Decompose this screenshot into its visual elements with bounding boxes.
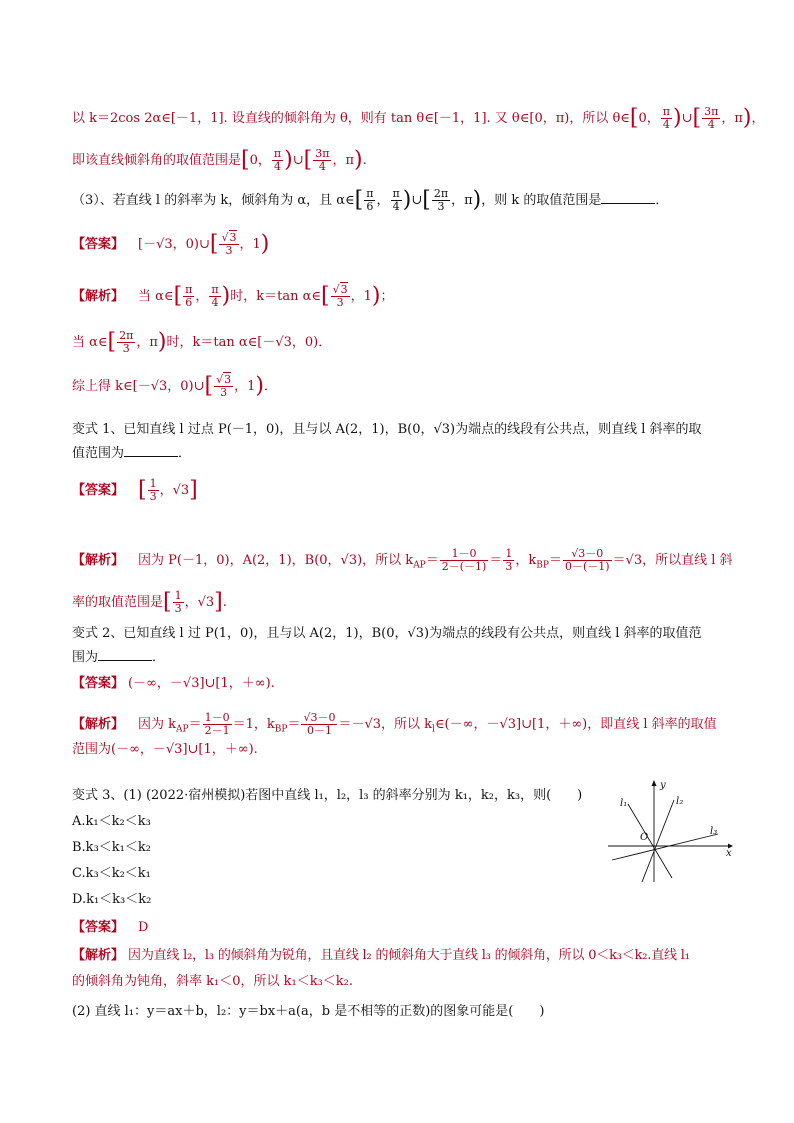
union-symbol: ∪ xyxy=(681,111,693,126)
analysis-text: 当 α∈ xyxy=(138,289,174,304)
fraction-pi-6 xyxy=(183,284,194,309)
fraction-kbp xyxy=(301,712,337,737)
answer-tail: ，√3 xyxy=(159,483,190,498)
frac-num: √3 xyxy=(216,373,232,386)
answer-tag: 【答案】 xyxy=(72,483,125,498)
frac-num: 1 xyxy=(174,589,182,602)
analysis-tag: 【解析】 xyxy=(72,717,125,732)
variant-1-answer: 【答案】 [ $\frac{1}{3}$ ，√3] xyxy=(72,477,198,503)
analysis-text: 的倾斜角为钝角，斜率 k₁＜0，所以 k₁＜k₃＜k₂. xyxy=(72,974,354,989)
q3-analysis-2: 当 α∈[ $\frac{2\pi}{3}$ ，π)时，k＝tan α∈[－√3，0)． xyxy=(72,329,332,355)
analysis-tag: 【解析】 xyxy=(72,948,125,963)
variant-2-answer xyxy=(72,674,734,694)
q3-summary: 综上得 k∈[－√3，0)∪[ $\frac{√3}{3}$ ，1)． xyxy=(72,373,277,399)
union-symbol: ∪ xyxy=(292,153,304,168)
analysis-text: ，√3 xyxy=(184,595,215,610)
l3-label: l₃ xyxy=(710,826,718,837)
analysis-text: 范围为(－∞，－√3]∪[1，＋∞). xyxy=(72,742,258,757)
question-text: 围为 xyxy=(72,650,99,665)
answer-tag: 【答案】 xyxy=(72,920,125,935)
origin-label: O xyxy=(640,832,649,843)
interval-start: 0， xyxy=(638,111,660,126)
subscript: AP xyxy=(176,724,189,735)
frac-den: 4 xyxy=(662,118,670,131)
sqrt-arg: 3 xyxy=(224,373,232,386)
frac-num: π xyxy=(662,105,671,118)
subscript: BP xyxy=(536,560,549,571)
variant-3-question xyxy=(72,786,583,806)
frac-num: √3－0 xyxy=(303,711,336,724)
punct: ． xyxy=(263,379,277,394)
fraction-sqrt3-3 xyxy=(219,232,238,257)
question-3: （3）、若直线 l 的斜率为 k，倾斜角为 α，且 α∈[ $\frac{\pi}{6}$ ， $\frac{\pi}{4}$ )∪[ $\frac{2\pi}{3}$ ，π)，则 k 的取值范围是 ． xyxy=(72,187,669,213)
q3-analysis-1: 【解析】 当 α∈[ $\frac{\pi}{6}$ ， $\frac{\pi}{4}$ )时，k＝tan α∈[ $\frac{√3}{3}$ ，1)； xyxy=(72,283,394,309)
answer-text: (－∞，－√3]∪[1，＋∞). xyxy=(128,676,275,691)
frac-den: 0－(－1) xyxy=(564,560,610,573)
fraction-1-3 xyxy=(173,590,184,615)
answer-blank xyxy=(601,191,655,204)
interval-end: ，π xyxy=(332,153,354,168)
variant-2-analysis-1: 【解析】 因为 $k_{AP}=$ $\frac{1-0}{2-1}$ ＝1，$k_{BP}=$ $\frac{√3-0}{0-1}$ ＝－√3，所以 $k_l\in(-\infty$，－√3]∪[1，＋∞)，即直线 l 斜率的取值 xyxy=(72,711,717,737)
analysis-text: ，1 xyxy=(350,289,372,304)
prev-solution-line-1: 以 k＝2cos 2α∈[－1，1]. 设直线的倾斜角为 θ，则有 tan θ∈[－1，1]. 又 θ∈[0，π)，所以 θ∈[0， $\frac{\pi}{4}$ )∪[ $\frac{3\pi}{4}$ ，π)， xyxy=(72,105,765,131)
fraction-2pi-3 xyxy=(432,188,450,213)
frac-den: 3 xyxy=(174,602,182,615)
fraction-pi-4 xyxy=(272,148,283,173)
frac-den: 3 xyxy=(220,386,228,399)
lines-figure xyxy=(606,778,736,886)
fraction-kbp xyxy=(563,548,612,573)
analysis-tag: 【解析】 xyxy=(72,553,125,568)
variant-1-analysis-2: 率的取值范围是[ $\frac{1}{3}$ ，√3]. xyxy=(72,589,227,615)
y-axis-arrow xyxy=(652,780,657,786)
frac-num: 2π xyxy=(433,187,449,200)
prev-solution-text: 以 k＝2cos 2α∈[－1，1]. 设直线的倾斜角为 θ，则有 tan θ∈[－1，1]. 又 θ∈[0，π)，所以 θ∈ xyxy=(72,111,630,126)
frac-den: 4 xyxy=(392,200,400,213)
fraction-3pi-4 xyxy=(313,148,331,173)
variant-3-answer xyxy=(72,918,734,938)
frac-den: 2－(－1) xyxy=(441,560,487,573)
frac-num: 3π xyxy=(315,147,330,160)
frac-num: 3π xyxy=(704,105,719,118)
answer-text: D xyxy=(138,920,149,935)
line-l1 xyxy=(628,804,672,878)
question-text: 变式 1、已知直线 l 过点 P(－1，0)，且与以 A(2，1)，B(0，√3)为端点的线段有公共点，则直线 l 斜率的取 xyxy=(72,422,702,437)
analysis-text: 因为 k xyxy=(138,717,177,732)
frac-den: 3 xyxy=(122,342,130,355)
prev-solution-text: 即该直线倾斜角的取值范围是 xyxy=(72,153,242,168)
frac-num: π xyxy=(211,283,219,296)
variant-1-question-cont xyxy=(72,444,734,464)
frac-num: √3－0 xyxy=(563,548,612,561)
frac-den: 4 xyxy=(274,160,281,173)
frac-num: π xyxy=(185,283,193,296)
analysis-text: 综上得 k∈[－√3，0)∪ xyxy=(72,379,205,394)
analysis-text: ∈(－∞，－√3]∪[1，＋∞)，即直线 l 斜率的取值 xyxy=(434,717,717,732)
frac-num: √3 xyxy=(332,283,348,296)
interval-end: ，π xyxy=(721,111,743,126)
fraction-1-3 xyxy=(148,478,159,503)
fraction-1-3 xyxy=(503,548,514,573)
variant-1-question xyxy=(72,420,734,440)
q3-answer: 【答案】 [－√3，0)∪[ $\frac{√3}{3}$ ，1) xyxy=(72,231,270,257)
frac-num: π xyxy=(392,187,400,200)
variant-3-analysis-2 xyxy=(72,972,734,992)
frac-den: 0－1 xyxy=(306,724,332,737)
answer-tag: 【答案】 xyxy=(72,237,125,252)
l2-label: l₂ xyxy=(676,796,684,807)
frac-num: π xyxy=(273,147,282,160)
frac-num: √3 xyxy=(221,231,237,244)
analysis-text: ＝－√3，所以 k xyxy=(338,717,433,732)
frac-den: 2－1 xyxy=(204,724,230,737)
frac-den: 3 xyxy=(149,490,157,503)
sqrt-arg: 3 xyxy=(340,283,348,296)
answer-tag: 【答案】 xyxy=(72,676,125,691)
fraction-kap xyxy=(203,712,232,737)
analysis-tag: 【解析】 xyxy=(72,289,125,304)
variant-2-question-cont xyxy=(72,648,734,668)
frac-den: 3 xyxy=(437,200,445,213)
fraction-3pi-4 xyxy=(702,106,720,131)
fraction-pi-6 xyxy=(364,188,375,213)
option-text: C.k₃＜k₂＜k₁ xyxy=(72,866,151,881)
variant-3-analysis-1 xyxy=(72,946,734,966)
question-text: 变式 2、已知直线 l 过 P(1，0)，且与以 A(2，1)，B(0，√3)为端点的线段有公共点，则直线 l 斜率的取值范 xyxy=(72,626,702,641)
analysis-text: ，k xyxy=(515,553,537,568)
x-label: x xyxy=(726,848,732,859)
frac-num: π xyxy=(366,187,374,200)
subscript: l xyxy=(432,724,435,735)
answer-tail: ，1 xyxy=(239,237,261,252)
line-l3 xyxy=(612,834,718,860)
question-text: 变式 3、(1) (2022·宿州模拟)若图中直线 l₁，l₂，l₃ 的斜率分别为 k₁，k₂，k₃，则( ) xyxy=(72,788,583,803)
answer-blank xyxy=(98,648,152,661)
option-text: A.k₁＜k₂＜k₃ xyxy=(72,814,151,829)
analysis-text: ＝1，k xyxy=(232,717,275,732)
frac-den: 4 xyxy=(211,296,219,309)
question-text: （3）、若直线 l 的斜率为 k，倾斜角为 α，且 α∈ xyxy=(72,193,355,208)
question-text: (2) 直线 l₁：y＝ax＋b，l₂：y＝bx＋a(a，b 是不相等的正数)的图象可能是( ) xyxy=(72,1004,545,1019)
fraction-sqrt3-3 xyxy=(214,374,233,399)
option-text: B.k₃＜k₁＜k₂ xyxy=(72,840,151,855)
punct: ． xyxy=(152,650,166,665)
analysis-text: 时，k＝tan α∈ xyxy=(230,289,321,304)
fraction-kap xyxy=(440,548,489,573)
prev-solution-line-2: 即该直线倾斜角的取值范围是[0， $\frac{\pi}{4}$ )∪[ $\frac{3\pi}{4}$ ，π). xyxy=(72,147,367,173)
frac-den: 4 xyxy=(707,118,715,131)
frac-num: 1－0 xyxy=(440,548,489,561)
option-text: D.k₁＜k₃＜k₂ xyxy=(72,892,152,907)
answer-text: [－√3，0)∪ xyxy=(138,237,210,252)
fraction-sqrt3-3 xyxy=(331,284,350,309)
sqrt-arg: 3 xyxy=(229,231,237,244)
answer-blank xyxy=(124,444,178,457)
analysis-text: 时，k＝tan α∈[－√3，0)． xyxy=(166,335,332,350)
frac-den: 6 xyxy=(185,296,193,309)
fraction-pi-4 xyxy=(661,106,672,131)
interval-start: 0， xyxy=(249,153,271,168)
question-text: ，则 k 的取值范围是 xyxy=(481,193,602,208)
variant-1-analysis-1: 【解析】 因为 P(－1，0)，A(2，1)，B(0，√3)，所以 $k_{AP}=$ $\frac{1-0}{2-(-1)}$ ＝ $\frac{1}{3}$ ，$k_{BP}=$ $\frac{√3-0}{0-(-1)}$ ＝√3，所以直线 l 斜 xyxy=(72,547,733,573)
frac-num: 1 xyxy=(149,477,157,490)
fraction-2pi-3 xyxy=(117,330,135,355)
option-d xyxy=(72,890,734,910)
analysis-text: 率的取值范围是 xyxy=(72,595,164,610)
analysis-text: ，1 xyxy=(234,379,256,394)
punct: ； xyxy=(380,289,394,304)
variant-3-part-2 xyxy=(72,1002,734,1022)
frac-den: 3 xyxy=(225,244,233,257)
analysis-text: 因为直线 l₂，l₃ 的倾斜角为锐角，且直线 l₂ 的倾斜角大于直线 l₃ 的倾斜角，所以 0＜k₃＜k₂.直线 l₁ xyxy=(128,948,690,963)
variant-2-analysis-2 xyxy=(72,740,734,760)
union-symbol: ∪ xyxy=(411,193,423,208)
analysis-text: 当 α∈ xyxy=(72,335,108,350)
punct: ． xyxy=(178,446,192,461)
punct: ． xyxy=(655,193,669,208)
frac-den: 6 xyxy=(366,200,374,213)
analysis-text: ＝√3，所以直线 l 斜 xyxy=(612,553,733,568)
frac-num: 1－0 xyxy=(204,711,230,724)
y-label: y xyxy=(660,780,666,791)
frac-den: 3 xyxy=(505,560,513,573)
subscript: AP xyxy=(413,560,426,571)
subscript: BP xyxy=(274,724,288,735)
analysis-text: 因为 P(－1，0)，A(2，1)，B(0，√3)，所以 k xyxy=(138,553,414,568)
fraction-pi-4 xyxy=(209,284,220,309)
question-text: 值范围为 xyxy=(72,446,125,461)
l1-label: l₁ xyxy=(620,798,628,809)
frac-den: 3 xyxy=(336,296,344,309)
fraction-pi-4 xyxy=(391,188,402,213)
frac-den: 4 xyxy=(318,160,326,173)
frac-num: 1 xyxy=(505,547,513,560)
variant-2-question xyxy=(72,624,734,644)
frac-num: 2π xyxy=(119,329,134,342)
